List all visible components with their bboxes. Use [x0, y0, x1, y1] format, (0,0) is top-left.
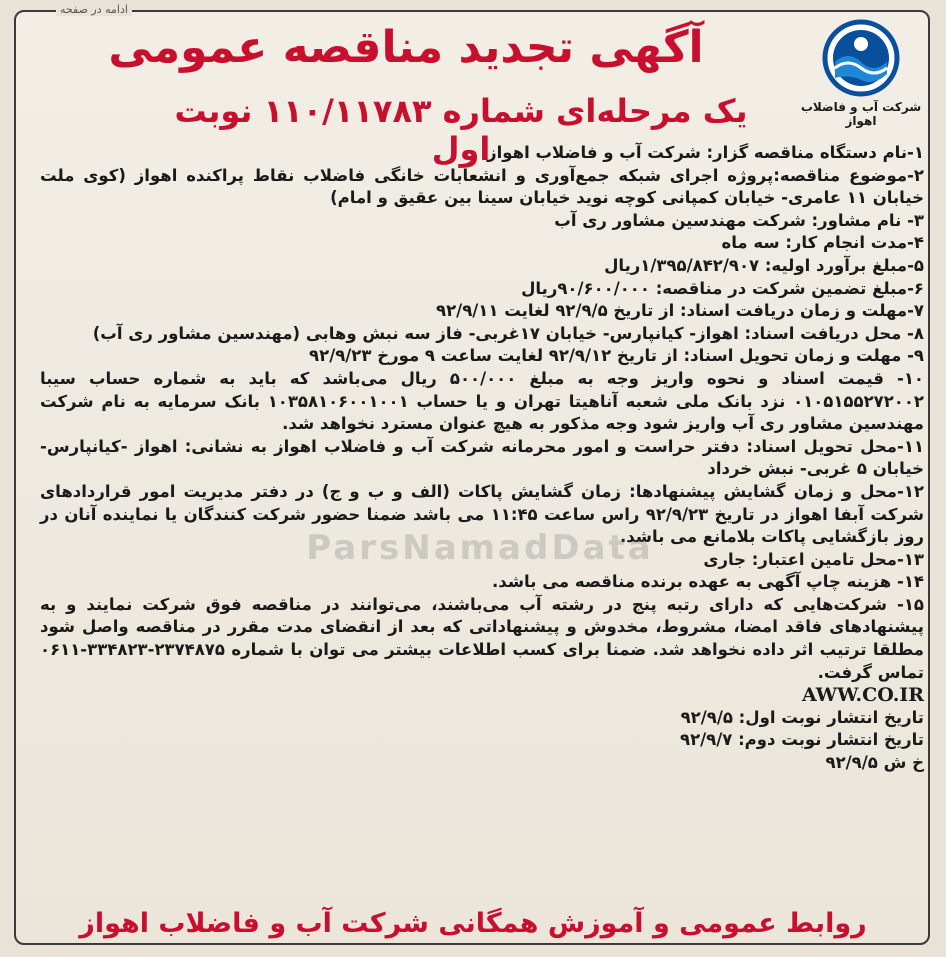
top-note: ادامه در صفحه [56, 3, 132, 16]
publish-code: خ ش ۹۲/۹/۵ [825, 753, 924, 773]
list-item: ۱۳-محل تامین اعتبار: جاری [703, 549, 924, 569]
list-item: ۲-موضوع مناقصه:پروژه اجرای شبکه جمع‌آوری و انشعابات خانگی فاضلاب نقاط پراکنده اهواز (کوی ملت خیابان ۱۱ عامری- خیابان کمپانی کوچه نوید خیابان سینا بین عقیق و امام) [40, 165, 924, 208]
publish-date-second: تاریخ انتشار نوبت دوم: ۹۲/۹/۷ [680, 730, 924, 750]
logo-caption: شرکت آب و فاضلاب اهواز [800, 100, 922, 128]
list-item: ۱۴- هزینه چاپ آگهی به عهده برنده مناقصه می باشد. [492, 572, 924, 592]
list-item: ۱-نام دستگاه مناقصه گزار: شرکت آب و فاضلاب اهواز [487, 143, 924, 162]
list-item: ۹- مهلت و زمان تحویل اسناد: از تاریخ ۹۲/۹/۱۲ لغایت ساعت ۹ مورخ ۹۲/۹/۲۳ [309, 346, 924, 366]
website-link[interactable]: AWW.CO.IR [802, 684, 924, 707]
water-drop-logo-icon [821, 18, 901, 98]
list-item: ۱۱-محل تحویل اسناد: دفتر حراست و امور محرمانه شرکت آب و فاضلاب اهواز به نشانی: اهواز -کیانپارس- خیابان ۵ غربی- نبش خرداد [40, 436, 924, 479]
list-item: ۸- محل دریافت اسناد: اهواز- کیانپارس- خیابان ۱۷غربی- فاز سه نبش وهابی (مهندسین مشاور ری آب) [92, 323, 924, 343]
list-item: ۱۲-محل و زمان گشایش پیشنهادها: زمان گشایش پاکات (الف و ب و ج) در دفتر مدیریت امور قراردادهای شرکت آبفا اهواز در تاریخ ۹۲/۹/۲۳ راس ساعت ۱۱:۴۵ می باشد ضمنا حضور شرکت کنندگان یا نماینده آنان در روز بازگشایی پاکات بلامانع می باشد. [40, 481, 924, 547]
list-item: ۷-مهلت و زمان دریافت اسناد: از تاریخ ۹۲/۹/۵ لغایت ۹۲/۹/۱۱ [436, 301, 924, 321]
list-item: ۴-مدت انجام کار: سه ماه [721, 233, 924, 253]
announcement-body [40, 142, 924, 775]
watermark: ParsNamadData [306, 528, 654, 568]
list-item: ۱۵- شرکت‌هایی که دارای رتبه پنج در رشته آب می‌باشند، می‌توانند در مناقصه فوق شرکت نمایند و به پیشنهادهای فاقد امضا، مشروط، مخدوش و پیشنهاداتی که بعد از انقضای مدت مقرر در مناقصه واصل شود مطلقا ترتیب اثر داده نخواهد شد. ضمنا برای کسب اطلاعات بیشتر می توان با شماره ۲۳۷۴۸۷۵-۳۳۴۸۲۳-۰۶۱۱ تماس گرفت. [40, 594, 924, 682]
footer-signature: روابط عمومی و آموزش همگانی شرکت آب و فاضلاب اهواز [79, 908, 867, 939]
list-item: ۱۰- قیمت اسناد و نحوه واریز وجه به مبلغ ۵۰۰/۰۰۰ ریال می‌باشد که باید به شماره حساب سیبا ۰۱۰۵۱۵۵۲۷۲۰۰۲ نزد بانک ملی شعبه آناهیتا تهران و یا حساب ۱۰۳۵۸۱۰۶۰۰۱۰۰۱ بانک سرمایه به نام شرکت مهندسین مشاور ری آب واریز شود وجه مذکور به هیچ عنوان مسترد نخواهد شد. [40, 368, 924, 434]
publish-date-first: تاریخ انتشار نوبت اول: ۹۲/۹/۵ [680, 707, 924, 727]
list-item: ۵-مبلغ برآورد اولیه: ۱/۳۹۵/۸۴۲/۹۰۷ریال [604, 255, 924, 275]
company-logo [796, 18, 926, 128]
announcement-title: آگهی تجدید مناقصه عمومی [108, 22, 704, 73]
list-item: ۶-مبلغ تضمین شرکت در مناقصه: ۹۰/۶۰۰/۰۰۰ریال [521, 278, 924, 298]
announcement-subtitle: یک مرحله‌ای شماره ۱۱۰/۱۱۷۸۳ نوبت اول [174, 92, 748, 168]
list-item: ۳- نام مشاور: شرکت مهندسین مشاور ری آب [554, 210, 924, 230]
